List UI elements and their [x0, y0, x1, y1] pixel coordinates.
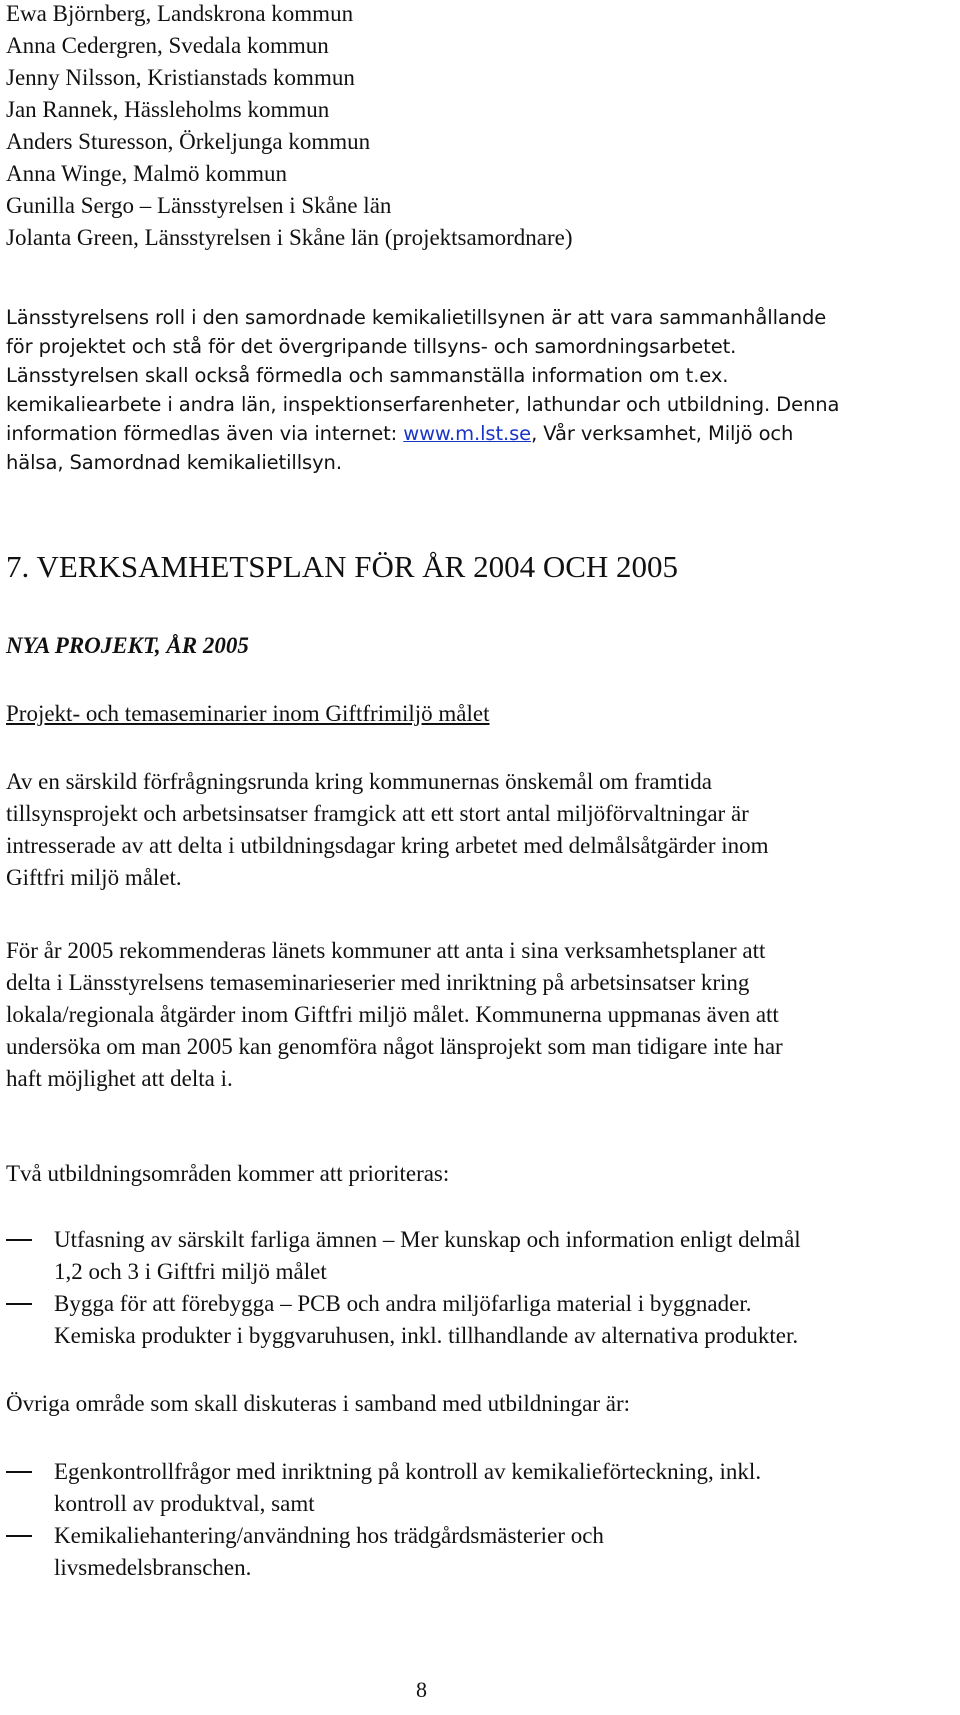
- participant-name: Anders Sturesson, Örkeljunga kommun: [6, 129, 371, 154]
- participant-name: Anna Cedergren, Svedala kommun: [6, 33, 329, 58]
- priority-list: [6, 1224, 956, 1352]
- list-item: [6, 1456, 956, 1520]
- section-heading: 7. VERKSAMHETSPLAN FÖR ÅR 2004 OCH 2005: [6, 549, 679, 584]
- participant-name: Anna Winge, Malmö kommun: [6, 161, 288, 186]
- dash-bullet-icon: [6, 1239, 32, 1241]
- list-item-line: Kemiska produkter i byggvaruhusen, inkl. tillhandlande av alternativa produkter.: [54, 1323, 799, 1348]
- participant-name: Jan Rannek, Hässleholms kommun: [6, 97, 330, 122]
- list-item-line: Egenkontrollfrågor med inriktning på kontroll av kemikalieförteckning, inkl.: [54, 1459, 762, 1484]
- participant-name: Jenny Nilsson, Kristianstads kommun: [6, 65, 355, 90]
- paragraph-line: Av en särskild förfrågningsrunda kring kommunernas önskemål om framtida: [6, 769, 713, 794]
- discussion-list: [6, 1456, 956, 1584]
- list-item-line: Bygga för att förebygga – PCB och andra miljöfarliga material i byggnader.: [54, 1291, 752, 1316]
- paragraph-line: delta i Länsstyrelsens temaseminarieserier med inriktning på arbetsinsatser kring: [6, 970, 750, 995]
- intro-line: Länsstyrelsen skall också förmedla och sammanställa information om t.ex.: [6, 364, 729, 387]
- list-item: [6, 1224, 956, 1288]
- paragraph-line: För år 2005 rekommenderas länets kommuner att anta i sina verksamhetsplaner att: [6, 938, 766, 963]
- intro-text: information förmedlas även via internet:: [6, 422, 404, 445]
- intro-line: Länsstyrelsens roll i den samordnade kemikalietillsynen är att vara sammanhållande: [6, 306, 827, 329]
- intro-line-with-link: [6, 419, 956, 448]
- list-item-line: 1,2 och 3 i Giftfri miljö målet: [54, 1259, 327, 1284]
- list-item-line: kontroll av produktval, samt: [54, 1491, 315, 1516]
- participant-name: Jolanta Green, Länsstyrelsen i Skåne län (projektsamordnare): [6, 225, 573, 250]
- subsection-heading: NYA PROJEKT, ÅR 2005: [6, 633, 249, 658]
- dash-bullet-icon: [6, 1471, 32, 1473]
- list-intro: Två utbildningsområden kommer att prioriteras:: [6, 1161, 450, 1186]
- paragraph-line: undersöka om man 2005 kan genomföra något länsprojekt som man tidigare inte har: [6, 1034, 783, 1059]
- paragraph-line: lokala/regionala åtgärder inom Giftfri miljö målet. Kommunerna uppmanas även att: [6, 1002, 779, 1027]
- list-item: [6, 1520, 956, 1584]
- paragraph-line: Giftfri miljö målet.: [6, 865, 182, 890]
- website-link[interactable]: www.m.lst.se: [403, 422, 532, 445]
- list-intro: Övriga område som skall diskuteras i samband med utbildningar är:: [6, 1391, 631, 1416]
- topic-title: Projekt- och temaseminarier inom Giftfrimiljö målet: [6, 701, 490, 726]
- participant-name: Ewa Björnberg, Landskrona kommun: [6, 1, 354, 26]
- intro-line: hälsa, Samordnad kemikalietillsyn.: [6, 451, 342, 474]
- list-item-line: Utfasning av särskilt farliga ämnen – Mer kunskap och information enligt delmål: [54, 1227, 801, 1252]
- intro-text: , Vår verksamhet, Miljö och: [531, 422, 794, 445]
- paragraph: [6, 766, 956, 894]
- participant-list: [6, 0, 956, 254]
- intro-line: kemikaliearbete i andra län, inspektionserfarenheter, lathundar och utbildning. Denna: [6, 393, 840, 416]
- dash-bullet-icon: [6, 1535, 32, 1537]
- paragraph-line: haft möjlighet att delta i.: [6, 1066, 233, 1091]
- intro-paragraph: [6, 303, 956, 477]
- list-item-line: livsmedelsbranschen.: [54, 1555, 252, 1580]
- page-number: 8: [416, 1677, 427, 1702]
- participant-name: Gunilla Sergo – Länsstyrelsen i Skåne län: [6, 193, 392, 218]
- list-item: [6, 1288, 956, 1352]
- paragraph-line: intresserade av att delta i utbildningsdagar kring arbetet med delmålsåtgärder inom: [6, 833, 769, 858]
- intro-line: för projektet och stå för det övergripande tillsyns- och samordningsarbetet.: [6, 335, 737, 358]
- paragraph-line: tillsynsprojekt och arbetsinsatser framgick att ett stort antal miljöförvaltningar är: [6, 801, 749, 826]
- paragraph: [6, 935, 956, 1095]
- list-item-line: Kemikaliehantering/användning hos trädgårdsmästerier och: [54, 1523, 604, 1548]
- dash-bullet-icon: [6, 1303, 32, 1305]
